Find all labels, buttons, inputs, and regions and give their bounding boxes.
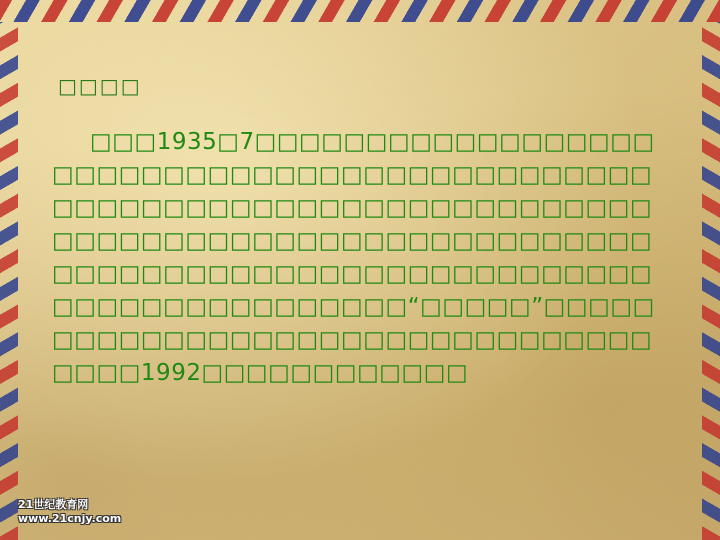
airmail-border-right [702,22,720,540]
slide-title: □□□□ [58,74,142,98]
airmail-border-top [0,0,720,22]
slide-paragraph: □□□1935□7□□□□□□□□□□□□□□□□□□□□□□□□□□□□□□□□□□□□□□□□□□□□□□□□□□□□□□□□□□□□□□□□□□□□□□□□□□□□□□□□□□□□□□□□□□□□□□□□□□□□□□□□□□□□□□□□□□□□□□□□□□□□□□□□□□□□□□□□□□□□□□“□□□□□”□□□□□□□□□□□□□□□□□□□□□□□□□□□□□□□□□□□□1992□□□□□□□□□□□□ [52,129,655,386]
airmail-border-left [0,22,18,540]
watermark-line-2: www.21cnjy.com [18,512,122,525]
watermark-line-1: 21世纪教育网 [18,498,89,511]
watermark-logo [18,498,121,526]
